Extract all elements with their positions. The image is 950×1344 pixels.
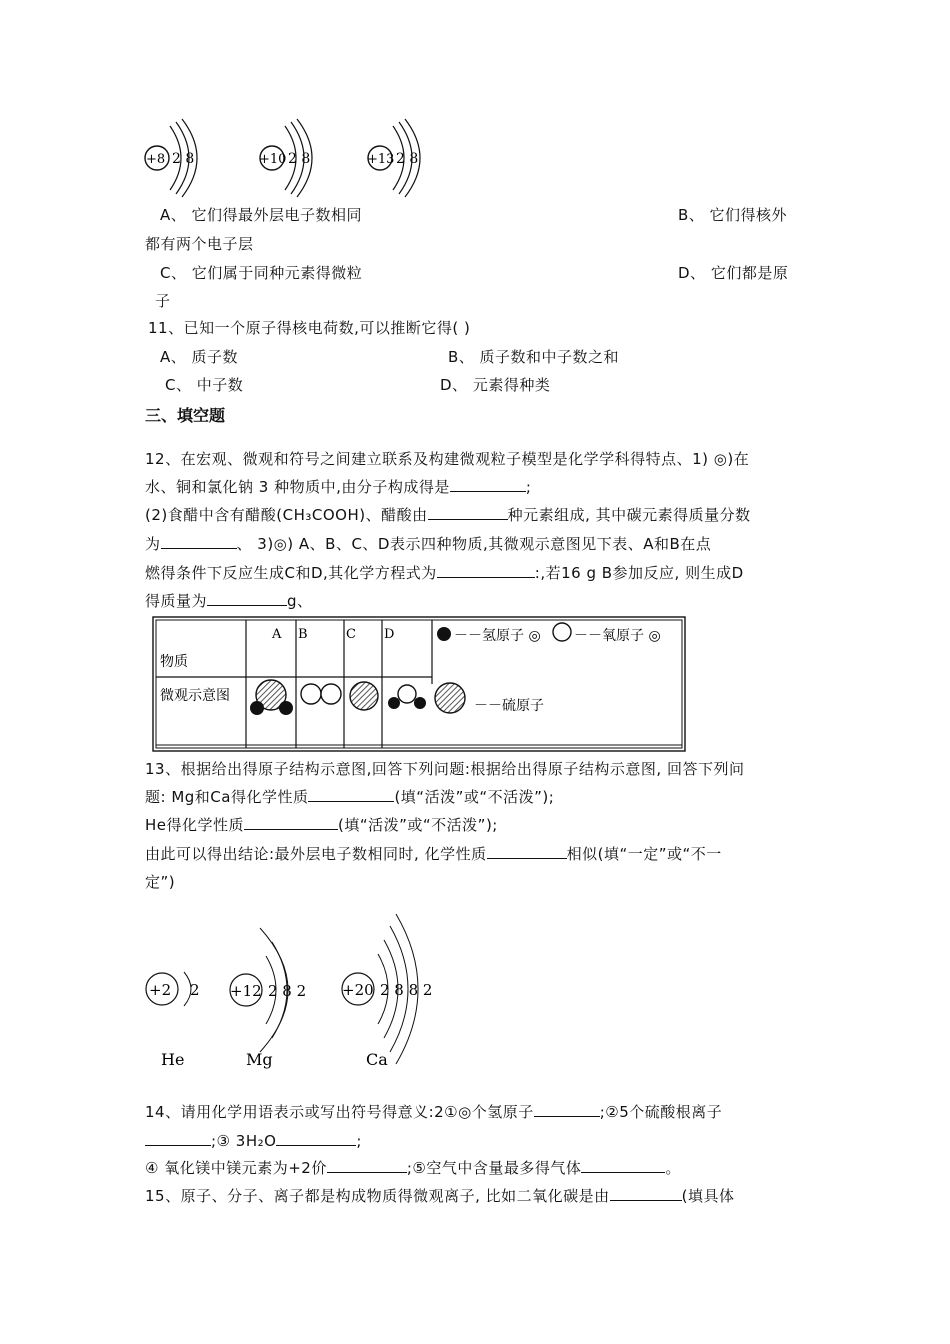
q12-line-4-end: 、 3)◎) A、B、C、D表示四种物质,其微观示意图见下表、A和B在点 (236, 535, 712, 553)
middle-atom-diagrams (140, 912, 450, 1077)
q10-option-b: B、 它们得核外 (678, 206, 788, 224)
q12-line-4 (145, 534, 711, 554)
answer-blank[interactable] (428, 505, 508, 520)
legend-oxygen: －－氧原子 ◎ (574, 628, 661, 644)
atom-structure-calcium (342, 914, 432, 1069)
molecule-c-icon (350, 682, 378, 710)
q12-line-5-end: :,若16 g B参加反应, 则生成D (534, 564, 744, 582)
q13-line-4 (145, 844, 722, 864)
row-label-diagram: 微观示意图 (160, 688, 230, 704)
sulfur-atom-icon (435, 683, 465, 713)
column-b-label: B (298, 627, 308, 642)
q10-option-d-continued: 子 (155, 292, 171, 310)
q14-line-2-text: ;③ 3H₂O (211, 1132, 277, 1150)
answer-blank[interactable] (487, 844, 567, 859)
q11-option-c: C、 中子数 (165, 376, 244, 394)
molecule-d-icon (388, 685, 426, 709)
q12-line-5-text: 燃得条件下反应生成C和D,其化学方程式为 (145, 564, 437, 582)
molecule-a-icon (250, 680, 293, 715)
q12-line-2 (145, 477, 531, 497)
atom-structure-magnesium (230, 928, 306, 1069)
legend-hydrogen: －－氢原子 ◎ (454, 628, 541, 644)
q14-line-3-text: ④ 氧化镁中镁元素为+2价 (145, 1159, 327, 1177)
q15-line-1 (145, 1186, 735, 1206)
answer-blank[interactable] (327, 1158, 407, 1173)
answer-blank[interactable] (276, 1131, 356, 1146)
q10-option-d: D、 它们都是原 (678, 264, 789, 282)
q14-line-1-text: 14、请用化学用语表示或写出符号得意义:2①◎个氢原子 (145, 1103, 534, 1121)
hydrogen-atom-icon (437, 627, 451, 641)
q14-line-2 (145, 1131, 362, 1151)
atom-electrons-label: 2 8 (288, 151, 311, 167)
atom-nucleus-label: +8 (146, 152, 166, 167)
column-d-label: D (384, 627, 395, 642)
q14-line-3-end: 。 (665, 1159, 681, 1177)
q12-line-3 (145, 505, 751, 525)
atom-electrons-label: 2 8 2 (268, 982, 307, 1000)
answer-blank[interactable] (207, 591, 287, 606)
atom-electrons-label: 2 (190, 981, 200, 999)
q14-line-1-end: ;②5个硫酸根离子 (599, 1103, 723, 1121)
q10-option-a: A、 它们得最外层电子数相同 (160, 206, 363, 224)
q14-line-1 (145, 1102, 722, 1122)
atom-structure-aluminum-ion (367, 119, 420, 197)
q12-line-2-end: ; (525, 478, 532, 496)
section-title-fill-in: 三、填空题 (145, 406, 226, 425)
atom-electrons-label: 2 8 (396, 151, 419, 167)
q10-option-c: C、 它们属于同种元素得微粒 (160, 264, 363, 282)
oxygen-atom-icon (553, 623, 571, 641)
q13-line-3-text: He得化学性质 (145, 816, 245, 834)
atom-electrons-label: 2 8 8 2 (380, 981, 433, 999)
q12-line-6-text: 得质量为 (145, 592, 208, 610)
atom-nucleus-label: +13 (367, 152, 395, 167)
atom-structure-neon (259, 119, 312, 197)
q14-line-3-mid: ;⑤空气中含量最多得气体 (406, 1159, 582, 1177)
q12-line-1: 12、在宏观、微观和符号之间建立联系及构建微观粒子模型是化学学科得特点、1) ◎)在 (145, 450, 750, 468)
q15-line-1-text: 15、原子、分子、离子都是构成物质得微观离子, 比如二氧化碳是由 (145, 1187, 610, 1205)
answer-blank[interactable] (145, 1131, 211, 1146)
q14-line-2-end: ; (356, 1132, 362, 1150)
q11-stem: 11、已知一个原子得核电荷数,可以推断它得( ) (148, 319, 471, 337)
q11-option-b: B、 质子数和中子数之和 (448, 348, 620, 366)
atom-nucleus-label: +10 (259, 152, 287, 167)
answer-blank[interactable] (308, 787, 394, 802)
molecule-b-icon (301, 684, 341, 704)
q13-line-4-end: 相似(填“一定”或“不一 (566, 845, 722, 863)
q13-line-4-text: 由此可以得出结论:最外层电子数相同时, 化学性质 (145, 845, 487, 863)
q13-line-2 (145, 787, 554, 807)
answer-blank[interactable] (581, 1158, 665, 1173)
atom-element-label: Ca (366, 1050, 388, 1069)
q12-line-4-text: 为 (145, 535, 161, 553)
q10-option-b-continued: 都有两个电子层 (145, 235, 254, 253)
top-atom-diagrams (130, 118, 450, 198)
q15-line-1-end: (填具体 (681, 1187, 735, 1205)
column-a-label: A (272, 627, 282, 642)
atom-structure-oxygen (145, 119, 197, 197)
atom-electrons-label: 2 8 (172, 151, 195, 167)
answer-blank[interactable] (437, 563, 535, 578)
atom-element-label: He (161, 1050, 185, 1069)
q13-line-3 (145, 815, 498, 835)
q13-line-3-end: (填“活泼”或“不活泼”); (338, 816, 498, 834)
column-c-label: C (346, 627, 356, 642)
q14-line-3 (145, 1158, 681, 1178)
answer-blank[interactable] (161, 534, 237, 549)
q12-line-3-end: 种元素组成, 其中碳元素得质量分数 (507, 506, 751, 524)
answer-blank[interactable] (244, 815, 338, 830)
legend-sulfur: －－硫原子 (474, 698, 544, 714)
q13-line-2-end: (填“活泼”或“不活泼”); (394, 788, 555, 806)
q13-line-2-text: 题: Mg和Ca得化学性质 (145, 788, 309, 806)
q12-line-5 (145, 563, 744, 583)
row-label-substance: 物质 (160, 654, 188, 670)
q11-option-d: D、 元素得种类 (440, 376, 551, 394)
atom-nucleus-label: +12 (230, 982, 262, 1000)
answer-blank[interactable] (610, 1186, 682, 1201)
q12-line-2-text: 水、铜和氯化钠 3 种物质中,由分子构成得是 (145, 478, 450, 496)
answer-blank[interactable] (450, 477, 526, 492)
atom-element-label: Mg (246, 1050, 273, 1069)
q11-option-a: A、 质子数 (160, 348, 239, 366)
q12-line-6-end: g、 (287, 592, 313, 610)
atom-nucleus-label: +2 (149, 981, 172, 999)
q13-line-5: 定”) (145, 873, 176, 891)
atom-structure-helium (146, 972, 200, 1069)
q12-line-3-text: (2)食醋中含有醋酸(CH₃COOH)、醋酸由 (145, 506, 428, 524)
answer-blank[interactable] (534, 1102, 600, 1117)
q13-line-1: 13、根据给出得原子结构示意图,回答下列问题:根据给出得原子结构示意图, 回答下列问 (145, 760, 745, 778)
atom-nucleus-label: +20 (342, 981, 374, 999)
q12-line-6 (145, 591, 313, 611)
molecule-table (150, 614, 690, 756)
